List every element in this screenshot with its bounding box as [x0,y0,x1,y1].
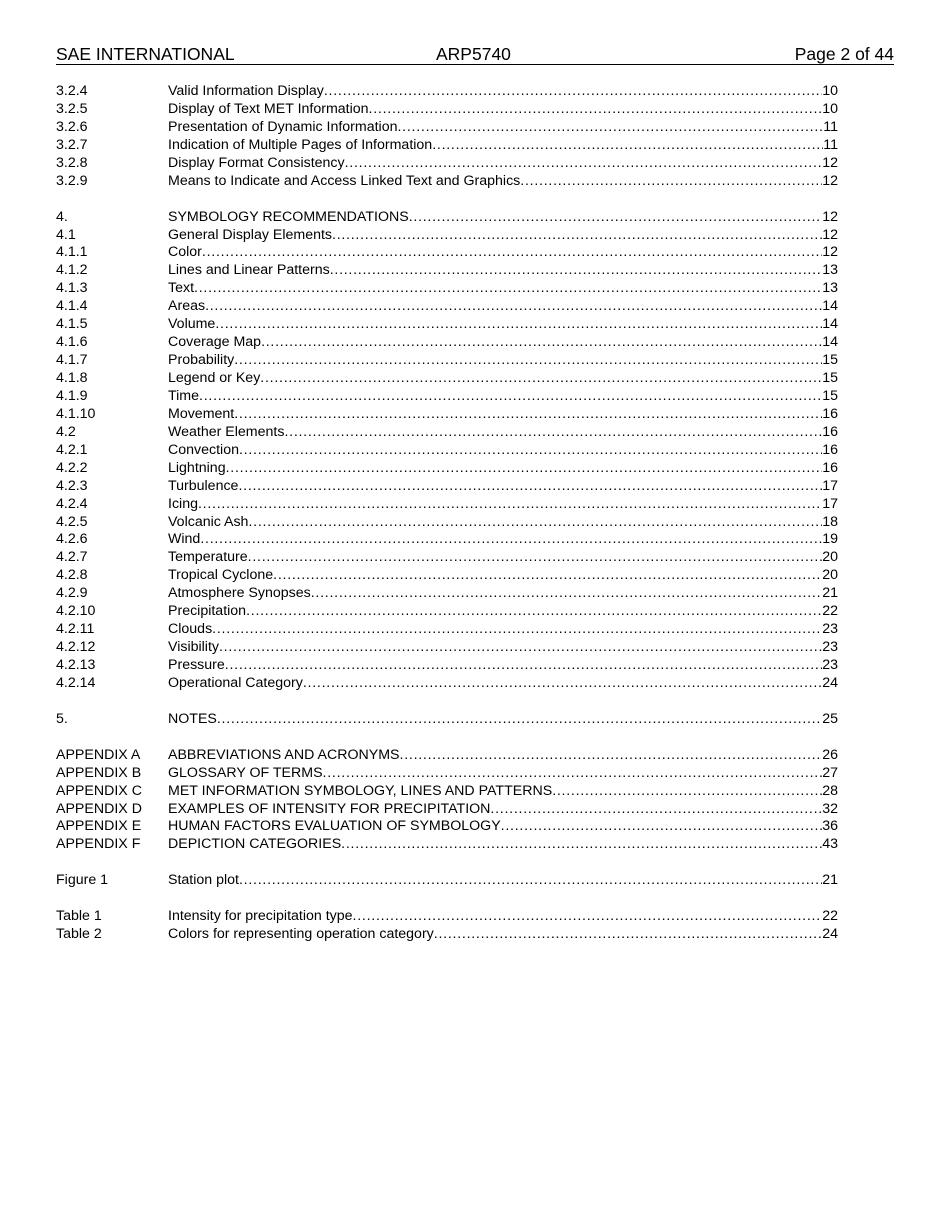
dot-leader [400,747,823,765]
toc-entry-number: 3.2.5 [56,100,88,117]
toc-entry-title: ABBREVIATIONS AND ACRONYMS [168,746,400,763]
toc-entry-number: APPENDIX B [56,764,142,781]
toc-entry-number: 3.2.8 [56,154,88,171]
toc-entry-title: Probability [168,352,235,369]
toc-entry-line [168,352,838,370]
dot-leader [239,872,822,890]
toc-entry[interactable] [56,424,838,442]
toc-entry-number: 4.2.6 [56,531,88,548]
toc-entry[interactable] [56,549,838,567]
toc-entry-page: 20 [822,567,838,584]
dot-leader [212,621,822,639]
dot-leader [219,639,822,657]
toc-entry-title: Text [168,280,195,297]
toc-entry[interactable] [56,908,838,926]
toc-entry[interactable] [56,298,838,316]
dot-leader [353,908,823,926]
toc-entry-page: 25 [822,710,838,727]
toc-entry-line [168,657,838,675]
toc-entry-number: 4.2.11 [56,621,95,638]
toc-entry-page: 23 [822,621,838,638]
toc-entry[interactable] [56,567,838,585]
toc-entry[interactable] [56,531,838,549]
toc-entry[interactable] [56,280,838,298]
dot-leader [260,370,822,388]
toc-entry-line [168,603,838,621]
toc-entry-page: 14 [822,316,838,333]
toc-entry-page: 12 [822,172,838,189]
toc-entry-line [168,316,838,334]
dot-leader [397,119,823,137]
toc-entry[interactable] [56,926,838,944]
toc-entry-number: 3.2.7 [56,136,88,153]
dot-leader [330,262,823,280]
toc-entry-line [168,639,838,657]
toc-entry-number: 4.2 [56,423,76,440]
dot-leader [490,801,822,819]
toc-entry-page: 22 [822,908,838,925]
toc-entry-line [168,801,838,819]
dot-leader [501,818,823,836]
page-header [56,44,894,65]
toc-entry-title: Icing [168,495,198,512]
toc-entry-line [168,137,838,155]
toc-entry[interactable] [56,585,838,603]
toc-entry-page: 16 [822,441,838,458]
toc-entry-title: Valid Information Display [168,83,324,99]
toc-entry-line [168,675,838,693]
toc-entry-number: Table 2 [56,926,102,943]
toc-entry[interactable] [56,388,838,406]
toc-entry-page: 11 [823,118,838,135]
toc-entry[interactable] [56,496,838,514]
toc-entry-page: 28 [822,782,838,799]
toc-entry-page: 15 [822,352,838,369]
toc-entry-page: 17 [822,495,838,512]
toc-entry-line [168,460,838,478]
toc-entry-number: 4.1.6 [56,334,88,351]
toc-entry-title: HUMAN FACTORS EVALUATION OF SYMBOLOGY [168,818,501,835]
toc-entry-title: MET INFORMATION SYMBOLOGY, LINES AND PATTERNS [168,782,553,799]
toc-entry-page: 22 [822,603,838,620]
toc-entry-number: APPENDIX D [56,800,142,817]
toc-entry-number: 4.2.5 [56,513,88,530]
toc-entry-number: Table 1 [56,908,102,925]
toc-entry-number: Figure 1 [56,872,109,889]
toc-entry-number: 4.2.3 [56,477,88,494]
toc-entry-page: 26 [822,746,838,763]
toc-entry-title: Convection [168,441,239,458]
toc-entry-title: Presentation of Dynamic Information [168,118,398,135]
toc-entry-number: 4.2.8 [56,567,88,584]
toc-entry-title: EXAMPLES OF INTENSITY FOR PRECIPITATION [168,800,491,817]
toc-entry-line [168,262,838,280]
toc-entry-title: Visibility [168,639,219,656]
toc-entry-line [168,836,838,854]
toc-entry-line [168,334,838,352]
dot-leader [248,549,823,567]
toc-entry-title: Clouds [168,621,213,638]
dot-leader [205,298,822,316]
toc-entry-page: 13 [822,280,838,297]
toc-entry-page: 19 [822,531,838,548]
dot-leader [434,926,822,944]
dot-leader [234,406,822,424]
toc-entry-title: Lines and Linear Patterns [168,262,330,279]
toc-entry-line [168,872,838,890]
toc-entry-number: 3.2.4 [56,83,88,99]
toc-entry-number: APPENDIX A [56,746,141,763]
toc-entry-page: 16 [822,423,838,440]
toc-entry-number: 4. [56,208,68,225]
toc-entry-line [168,531,838,549]
toc-entry-title: Station plot [168,872,239,889]
toc-entry[interactable] [56,801,838,819]
header-page-label: Page 2 of 44 [794,44,894,64]
toc-entry[interactable] [56,514,838,532]
toc-group-spacer [56,693,838,711]
toc-entry-page: 16 [822,459,838,476]
dot-leader [217,711,822,729]
toc-entry-number: APPENDIX F [56,836,141,853]
toc-entry-number: 4.1.10 [56,405,96,422]
dot-leader [226,460,823,478]
toc-entry[interactable] [56,119,838,137]
dot-leader [239,442,822,460]
toc-entry-line [168,747,838,765]
toc-entry-line [168,442,838,460]
dot-leader [238,478,822,496]
toc-entry-line [168,496,838,514]
toc-entry-title: SYMBOLOGY RECOMMENDATIONS [168,208,409,225]
dot-leader [194,280,822,298]
toc-entry-title: Means to Indicate and Access Linked Text and Graphics [168,172,521,189]
toc-entry-page: 23 [822,639,838,656]
toc-entry-title: Volume [168,316,216,333]
toc-entry[interactable] [56,836,838,854]
toc-entry-number: APPENDIX C [56,782,142,799]
toc-entry-line [168,818,838,836]
toc-entry-page: 17 [822,477,838,494]
toc-entry-title: Lightning [168,459,226,476]
dot-leader [432,137,823,155]
toc-entry-line [168,711,838,729]
toc-entry-page: 21 [822,585,838,602]
dot-leader [332,227,822,245]
table-of-contents [56,83,838,944]
header-org: SAE INTERNATIONAL [56,44,235,64]
toc-entry[interactable] [56,244,838,262]
toc-group-spacer [56,729,838,747]
dot-leader [311,585,822,603]
toc-entry[interactable] [56,227,838,245]
dot-leader [341,836,822,854]
toc-entry-title: Colors for representing operation category [168,926,434,943]
toc-entry-page: 27 [822,764,838,781]
toc-entry-number: 4.2.13 [56,657,96,673]
toc-entry[interactable] [56,765,838,783]
toc-entry[interactable] [56,262,838,280]
toc-entry-title: Atmosphere Synopses [168,585,311,602]
toc-entry[interactable] [56,406,838,424]
toc-group-spacer [56,890,838,908]
toc-entry[interactable] [56,603,838,621]
toc-entry-number: 4.2.10 [56,603,96,620]
toc-entry[interactable] [56,818,838,836]
toc-entry-title: Precipitation [168,603,247,620]
dot-leader [324,83,822,101]
toc-entry-line [168,298,838,316]
toc-entry-title: Tropical Cyclone [168,567,274,584]
toc-entry-number: 4.2.12 [56,639,96,656]
toc-entry-number: 4.1.9 [56,387,88,404]
toc-entry[interactable] [56,173,838,191]
toc-entry-line [168,173,838,191]
toc-entry-page: 11 [823,136,838,153]
toc-entry-line [168,101,838,119]
toc-entry-page: 20 [822,549,838,566]
toc-entry-line [168,227,838,245]
toc-entry[interactable] [56,83,838,101]
toc-entry-number: 4.1.1 [56,244,88,261]
toc-entry-page: 12 [822,226,838,243]
toc-entry-number: 4.2.9 [56,585,88,602]
toc-entry-title: Color [168,244,202,261]
header-doc-id: ARP5740 [436,44,511,64]
toc-entry-page: 12 [822,208,838,225]
toc-entry-title: Weather Elements [168,423,285,440]
dot-leader [552,783,822,801]
toc-entry-number: 4.1.5 [56,316,88,333]
toc-entry-line [168,424,838,442]
toc-entry-title: NOTES [168,710,217,727]
toc-entry-number: 4.2.1 [56,441,88,458]
toc-entry-title: Areas [168,298,206,315]
toc-entry-title: GLOSSARY OF TERMS [168,764,323,781]
toc-entry-page: 36 [822,818,838,835]
toc-entry-title: DEPICTION CATEGORIES [168,836,342,853]
toc-entry-number: 4.1.3 [56,280,88,297]
dot-leader [284,424,822,442]
toc-entry-line [168,119,838,137]
toc-entry[interactable] [56,460,838,478]
toc-entry-number: APPENDIX E [56,818,142,835]
dot-leader [409,209,823,227]
toc-entry-line [168,549,838,567]
dot-leader [303,675,822,693]
toc-entry-line [168,567,838,585]
dot-leader [198,496,822,514]
toc-entry[interactable] [56,316,838,334]
toc-entry[interactable] [56,352,838,370]
toc-entry-page: 13 [822,262,838,279]
toc-entry[interactable] [56,442,838,460]
dot-leader [273,567,822,585]
toc-entry-page: 24 [822,926,838,943]
toc-entry-page: 43 [822,836,838,853]
toc-entry-line [168,908,838,926]
toc-entry[interactable] [56,370,838,388]
toc-entry-title: Time [168,387,200,404]
toc-entry[interactable] [56,639,838,657]
toc-entry-line [168,406,838,424]
toc-entry[interactable] [56,334,838,352]
toc-entry-page: 10 [822,100,838,117]
toc-entry-line [168,388,838,406]
toc-entry-line [168,621,838,639]
toc-entry-line [168,209,838,227]
toc-entry-page: 15 [822,387,838,404]
toc-entry-page: 14 [822,298,838,315]
toc-entry[interactable] [56,783,838,801]
toc-entry-title: Volcanic Ash [168,513,249,530]
toc-entry-title: General Display Elements [168,226,333,243]
toc-entry[interactable] [56,155,838,173]
toc-entry-title: Intensity for precipitation type [168,908,353,925]
toc-entry-title: Legend or Key [168,370,261,386]
toc-entry-number: 4.1.2 [56,262,88,279]
toc-entry-page: 15 [822,370,838,386]
dot-leader [234,352,822,370]
dot-leader [202,244,822,262]
toc-entry-page: 18 [822,513,838,530]
dot-leader [246,603,822,621]
toc-entry-page: 21 [822,872,838,889]
toc-entry-page: 24 [822,674,838,691]
toc-entry-page: 16 [822,405,838,422]
toc-entry-line [168,783,838,801]
toc-entry[interactable] [56,657,838,675]
toc-entry-number: 4.1.7 [56,352,88,369]
dot-leader [225,657,822,675]
toc-entry-number: 4.2.4 [56,495,88,512]
toc-entry-title: Turbulence [168,477,239,494]
toc-entry-line [168,155,838,173]
toc-entry-line [168,514,838,532]
toc-entry-title: Coverage Map [168,334,262,351]
toc-entry-page: 12 [822,154,838,171]
toc-entry[interactable] [56,621,838,639]
toc-entry-number: 3.2.9 [56,172,88,189]
toc-entry[interactable] [56,209,838,227]
toc-entry-number: 4.1.4 [56,298,88,315]
toc-entry-line [168,585,838,603]
dot-leader [323,765,823,783]
toc-entry-title: Wind [168,531,201,548]
toc-entry-number: 5. [56,710,68,727]
toc-entry-title: Display of Text MET Information [168,100,369,117]
toc-entry[interactable] [56,711,838,729]
toc-group-spacer [56,191,838,209]
toc-entry-title: Indication of Multiple Pages of Information [168,136,433,153]
dot-leader [215,316,822,334]
toc-entry-title: Pressure [168,657,225,673]
toc-entry-page: 23 [822,657,838,673]
toc-entry-number: 4.1 [56,226,76,243]
toc-entry[interactable] [56,137,838,155]
dot-leader [199,388,822,406]
toc-entry-line [168,83,838,101]
toc-entry-title: Temperature [168,549,248,566]
toc-entry-line [168,280,838,298]
toc-entry[interactable] [56,101,838,119]
toc-entry-page: 14 [822,334,838,351]
toc-entry-number: 4.2.14 [56,674,96,691]
toc-entry[interactable] [56,478,838,496]
toc-entry-line [168,244,838,262]
toc-entry-page: 12 [822,244,838,261]
toc-group-spacer [56,854,838,872]
toc-entry-page: 10 [822,83,838,99]
toc-entry[interactable] [56,675,838,693]
toc-entry-title: Operational Category [168,674,303,691]
toc-entry-page: 32 [822,800,838,817]
toc-entry-line [168,926,838,944]
dot-leader [345,155,823,173]
toc-entry-number: 4.2.7 [56,549,88,566]
toc-entry-line [168,370,838,388]
dot-leader [520,173,822,191]
dot-leader [200,531,822,549]
toc-entry-number: 3.2.6 [56,118,88,135]
dot-leader [369,101,823,119]
dot-leader [261,334,822,352]
toc-entry-number: 4.1.8 [56,370,88,386]
toc-entry-number: 4.2.2 [56,459,88,476]
toc-entry-line [168,478,838,496]
toc-entry-title: Display Format Consistency [168,154,345,171]
toc-entry-line [168,765,838,783]
toc-entry[interactable] [56,872,838,890]
dot-leader [248,514,822,532]
toc-entry[interactable] [56,747,838,765]
toc-entry-title: Movement [168,405,235,422]
